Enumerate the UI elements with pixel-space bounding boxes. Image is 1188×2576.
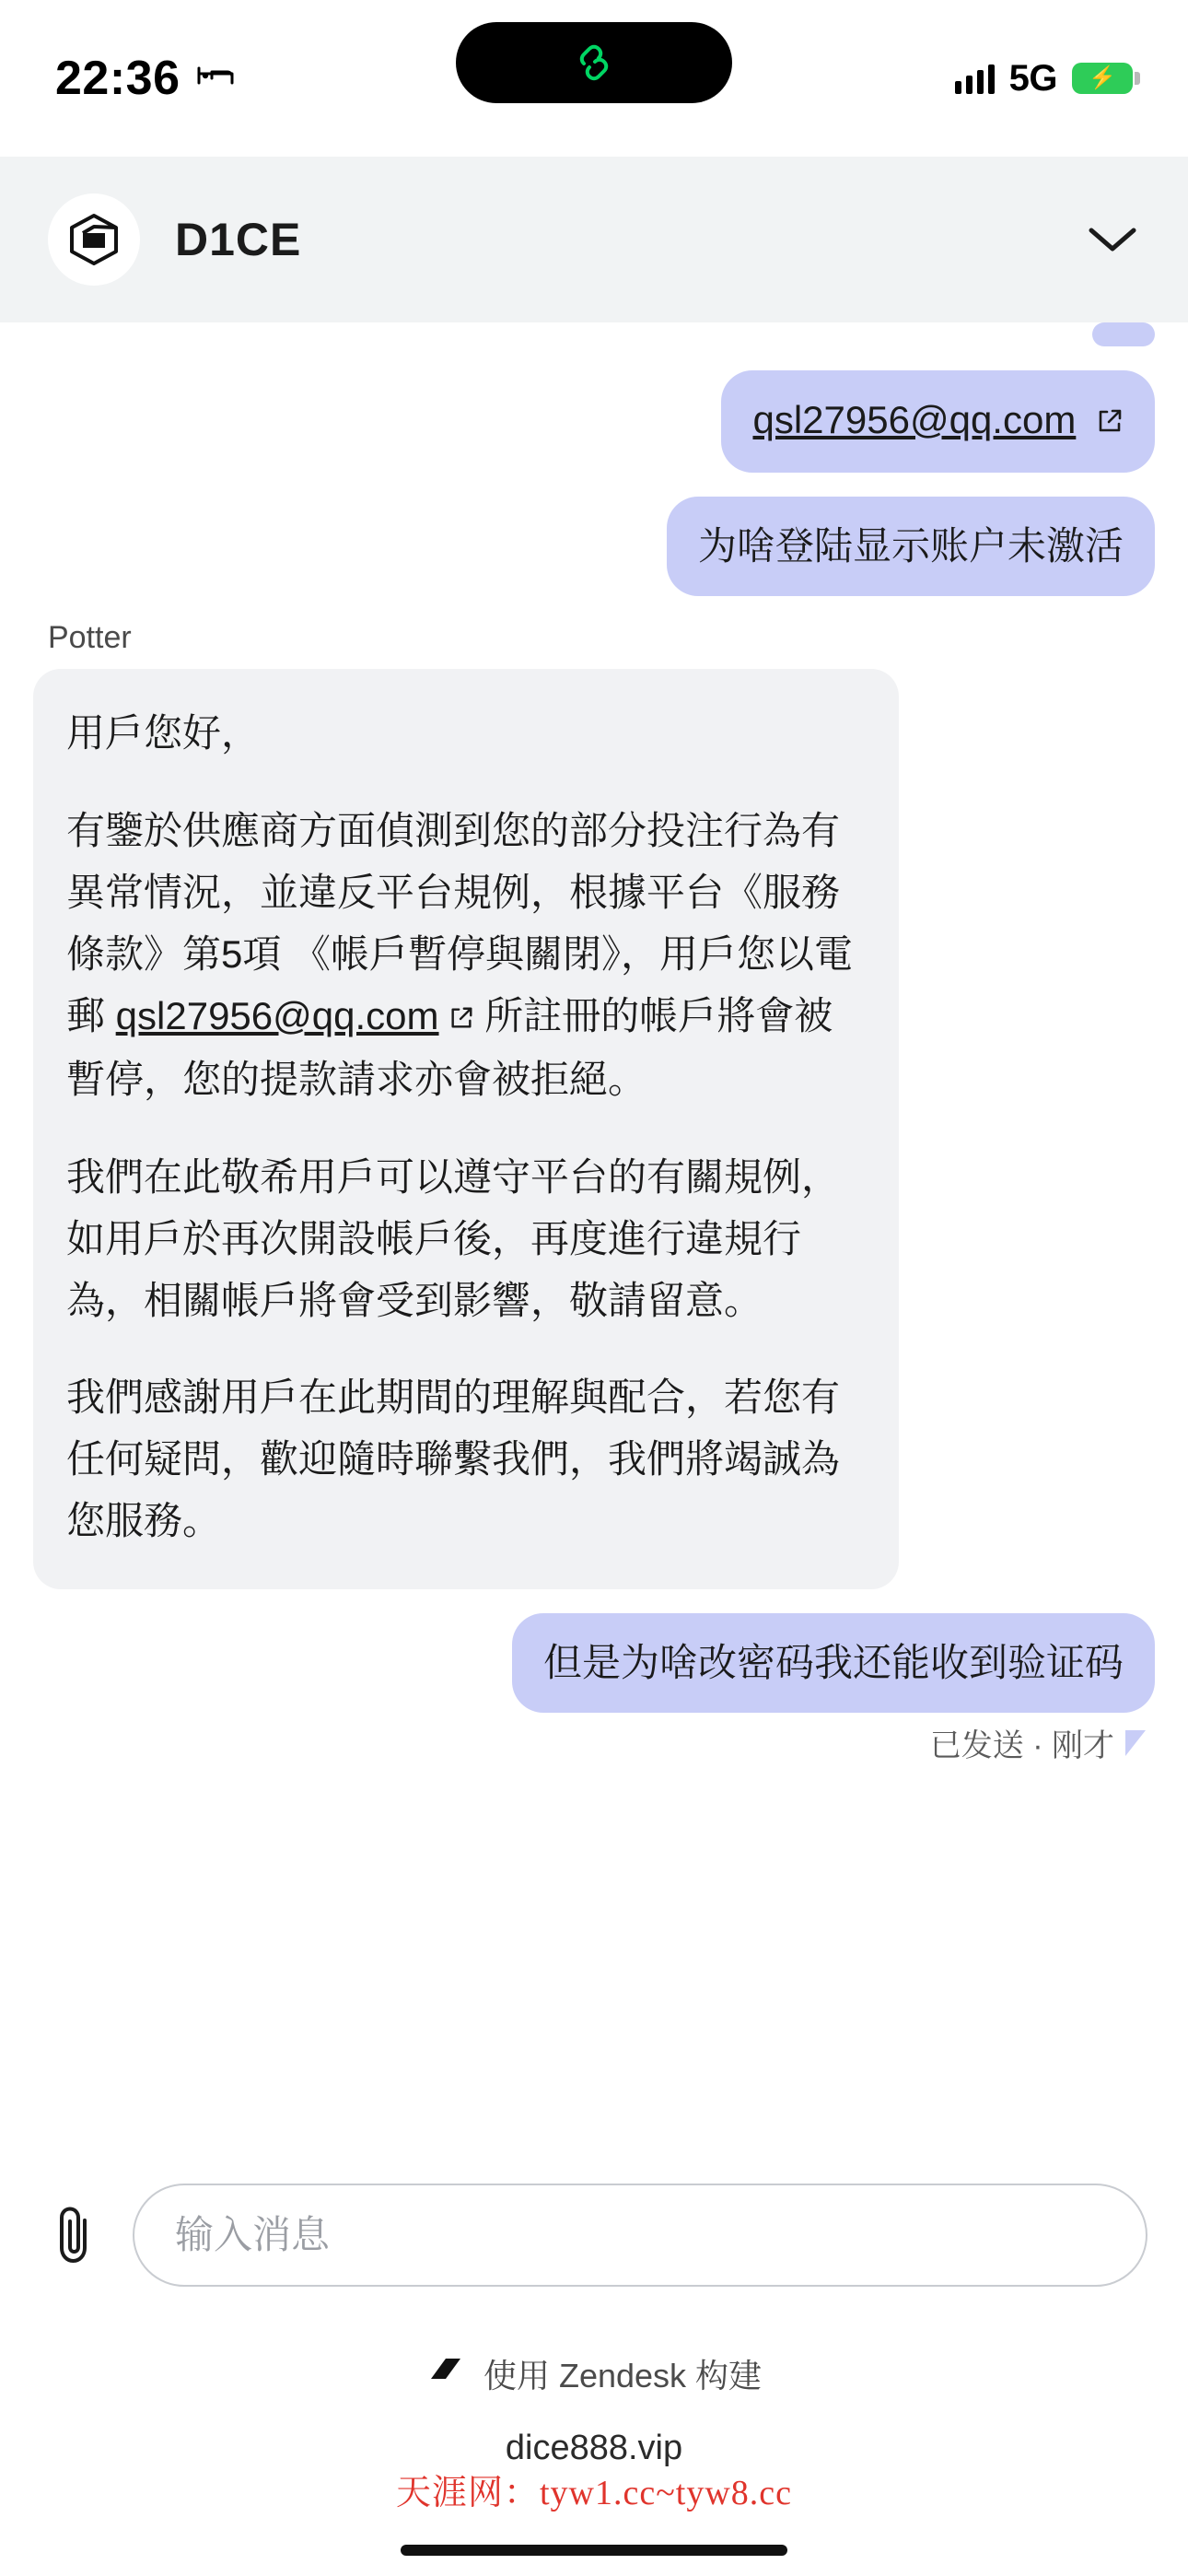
dynamic-island — [456, 22, 732, 103]
paragraph-thanks: 我們感謝用戶在此期間的理解與配合，若您有任何疑問，歡迎隨時聯繫我們，我們將竭誠為您服務。 — [66, 1376, 841, 1543]
paragraph-greeting: 用戶您好， — [66, 711, 261, 755]
battery-icon — [1072, 63, 1133, 94]
chevron-down-icon[interactable] — [1085, 212, 1140, 267]
paperclip-icon[interactable] — [41, 2202, 107, 2268]
status-bar — [0, 0, 1188, 157]
powered-by-label: 使用 Zendesk 构建 — [483, 2356, 763, 2395]
powered-by-row — [0, 2327, 1188, 2419]
message-list[interactable] — [0, 322, 1188, 2143]
message-bubble-email[interactable] — [721, 370, 1155, 473]
message-receipt — [33, 1720, 1155, 1765]
paragraph-link-suffix: 所註冊的帳戶將會被暫停，您的提款請求亦會被拒絕。 — [66, 994, 833, 1102]
site-footer — [0, 2419, 1188, 2576]
message-bubble-incoming — [33, 669, 899, 1588]
network-type-label: 5G — [1008, 57, 1057, 99]
message-input[interactable] — [133, 2184, 1147, 2287]
message-bubble-clipped — [1092, 322, 1155, 346]
external-link-icon — [448, 987, 474, 1048]
bed-icon — [197, 63, 234, 94]
app-header — [0, 157, 1188, 322]
page-title: D1CE — [175, 214, 302, 265]
email-link[interactable]: qsl27956@qq.com — [752, 398, 1077, 441]
charging-bolt-icon: ⚡ — [1089, 65, 1116, 90]
cube-logo-icon — [48, 193, 140, 286]
inline-email-link[interactable]: qsl27956@qq.com — [115, 994, 439, 1038]
watermark-label: 天涯网：tyw1.cc~tyw8.cc — [395, 2474, 793, 2512]
paragraph-notice — [66, 800, 866, 1111]
receipt-text: 已发送 · 刚才 — [929, 1728, 1114, 1764]
status-right-group — [955, 58, 1133, 100]
status-left-group — [55, 51, 234, 106]
paragraph-notice-head: 有鑒於供應商方面偵測到您的部分投注行為有異常情況，並違反平台規例，根據平台《服務條款》第5項 《帳戶暫停與關閉》， — [66, 808, 841, 976]
message-row — [33, 497, 1155, 597]
zendesk-logo-icon — [426, 2349, 465, 2397]
message-row — [33, 669, 1155, 1588]
external-link-icon — [1096, 396, 1124, 449]
bubble-tail-icon — [1125, 1730, 1146, 1756]
paragraph-link-prefix: 用戶您以電郵 — [66, 931, 854, 1038]
message-sender-name: Potter — [48, 620, 132, 656]
site-url-label: dice888.vip — [505, 2429, 683, 2467]
message-composer — [0, 2143, 1188, 2327]
link-chain-icon — [573, 41, 615, 84]
incoming-message-group — [33, 620, 1155, 1588]
message-row — [33, 370, 1155, 473]
message-bubble-outgoing-last: 但是为啥改密码我还能收到验证码 — [512, 1613, 1155, 1714]
message-bubble-outgoing: 为啥登陆显示账户未激活 — [667, 497, 1155, 597]
message-row — [33, 1613, 1155, 1714]
home-indicator[interactable] — [401, 2545, 787, 2556]
status-time: 22:36 — [55, 52, 181, 105]
cellular-signal-icon — [955, 63, 995, 94]
message-row — [33, 322, 1155, 346]
paragraph-warning: 我們在此敬希用戶可以遵守平台的有關規例，如用戶於再次開設帳戶後，再度進行違規行為，相關帳戶將會受到影響，敬請留意。 — [66, 1154, 841, 1322]
